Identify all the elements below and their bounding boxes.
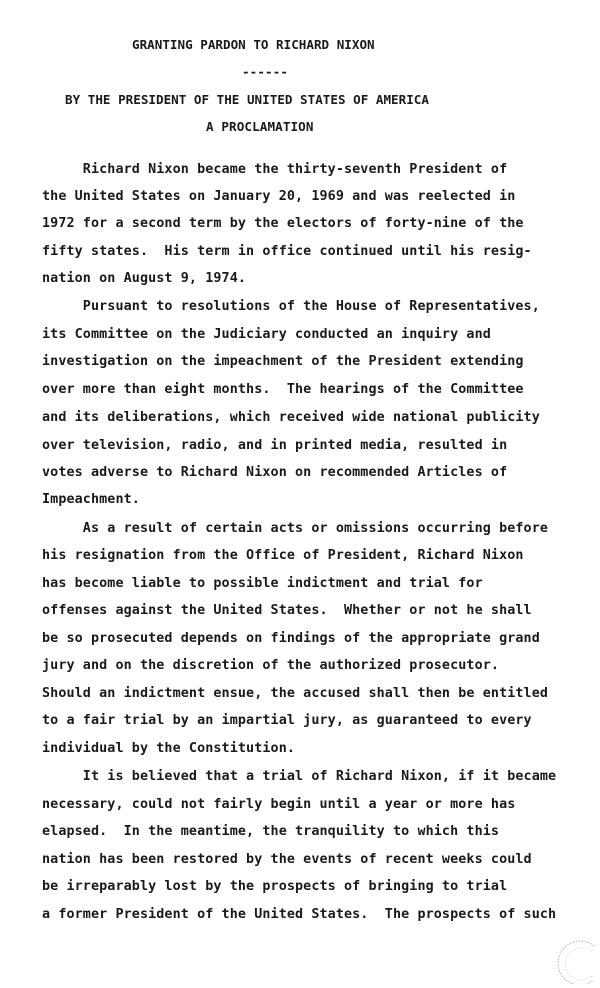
document-subheading: A PROCLAMATION: [206, 119, 314, 134]
body-line: nation on August 9, 1974.: [42, 271, 247, 286]
body-line: his resignation from the Office of President, Richard Nixon: [42, 548, 524, 563]
document-title: GRANTING PARDON TO RICHARD NIXON: [132, 37, 375, 52]
body-line: the United States on January 20, 1969 and was reelected in: [42, 189, 516, 204]
body-line: nation has been restored by the events of recent weeks could: [42, 852, 532, 867]
body-line: As a result of certain acts or omissions occurring before: [42, 521, 549, 536]
body-line: jury and on the discretion of the authorized prosecutor.: [42, 658, 500, 673]
body-line: individual by the Constitution.: [42, 741, 296, 756]
document-heading: BY THE PRESIDENT OF THE UNITED STATES OF AMERICA: [65, 92, 429, 107]
body-line: 1972 for a second term by the electors of forty-nine of the: [42, 216, 524, 231]
body-line: elapsed. In the meantime, the tranquility to which this: [42, 824, 500, 839]
body-line: offenses against the United States. Whether or not he shall: [42, 603, 532, 618]
body-line: over television, radio, and in printed media, resulted in: [42, 438, 508, 453]
body-line: votes adverse to Richard Nixon on recommended Articles of: [42, 465, 508, 480]
body-line: Richard Nixon became the thirty-seventh President of: [42, 162, 508, 177]
body-line: Pursuant to resolutions of the House of Representatives,: [42, 299, 540, 314]
body-line: Should an indictment ensue, the accused shall then be entitled: [42, 686, 549, 701]
body-line: and its deliberations, which received wide national publicity: [42, 410, 540, 425]
body-line: investigation on the impeachment of the President extending: [42, 354, 524, 369]
body-line: its Committee on the Judiciary conducted an inquiry and: [42, 327, 491, 342]
body-line: necessary, could not fairly begin until a year or more has: [42, 797, 516, 812]
body-line: a former President of the United States. The prospects of such: [42, 907, 557, 922]
body-line: be irreparably lost by the prospects of bringing to trial: [42, 879, 508, 894]
body-line: be so prosecuted depends on findings of the appropriate grand: [42, 631, 540, 646]
body-line: fifty states. His term in office continued until his resig-: [42, 244, 532, 259]
body-line: has become liable to possible indictment and trial for: [42, 576, 483, 591]
body-line: It is believed that a trial of Richard Nixon, if it became: [42, 769, 557, 784]
body-line: over more than eight months. The hearings of the Committee: [42, 382, 524, 397]
archive-stamp-icon: [548, 936, 596, 984]
title-separator: ------: [242, 64, 289, 79]
body-line: to a fair trial by an impartial jury, as guaranteed to every: [42, 713, 532, 728]
body-line: Impeachment.: [42, 492, 140, 507]
